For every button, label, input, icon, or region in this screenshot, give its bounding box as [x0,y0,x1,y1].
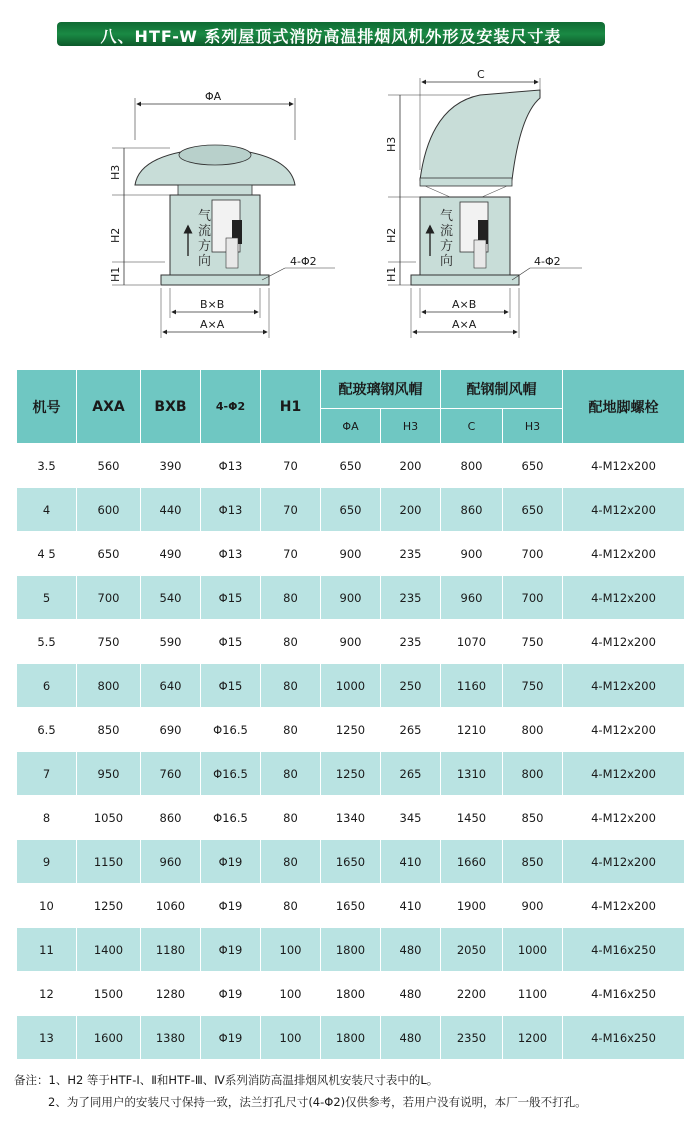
table-cell: 900 [321,576,381,620]
table-row [17,664,685,708]
table-cell: 70 [261,488,321,532]
right-dim-h1: H1 [385,266,398,282]
table-cell: 345 [381,796,441,840]
table-cell: 860 [141,796,201,840]
table-cell: 5 [17,576,77,620]
table-cell: 4-M12x200 [563,752,685,796]
table-cell: Φ19 [201,972,261,1016]
table-cell: 1250 [321,752,381,796]
table-cell: 4-M16x250 [563,1016,685,1060]
table-cell: 1600 [77,1016,141,1060]
table-cell: 650 [77,532,141,576]
table-cell: 9 [17,840,77,884]
table-cell: 80 [261,796,321,840]
table-cell: 2050 [441,928,503,972]
table-cell: 4-M12x200 [563,708,685,752]
table-cell: 250 [381,664,441,708]
table-row [17,708,685,752]
table-cell: 650 [503,444,563,488]
table-cell: 590 [141,620,201,664]
header-frp-a: ΦA [321,409,381,444]
table-cell: Φ15 [201,664,261,708]
header-bxb: BXB [141,370,201,444]
table-row [17,444,685,488]
table-cell: 265 [381,708,441,752]
table-cell: 5.5 [17,620,77,664]
table-cell: Φ19 [201,884,261,928]
table-cell: 850 [503,840,563,884]
table-cell: Φ13 [201,532,261,576]
header-model: 机号 [17,370,77,444]
table-cell: 900 [503,884,563,928]
table-cell: 4-M12x200 [563,840,685,884]
table-cell: 265 [381,752,441,796]
table-cell: 960 [441,576,503,620]
table-cell: 540 [141,576,201,620]
header-bolts: 配地脚螺栓 [563,370,685,444]
table-cell: 1800 [321,1016,381,1060]
table-cell: 1250 [321,708,381,752]
table-cell: 1450 [441,796,503,840]
table-row [17,576,685,620]
table-cell: Φ15 [201,576,261,620]
spec-table [16,369,685,1060]
table-cell: 1000 [321,664,381,708]
table-cell: 4-M12x200 [563,620,685,664]
right-flow-char-3: 方 [440,239,454,254]
table-cell: 1800 [321,928,381,972]
header-frp-h3: H3 [381,409,441,444]
table-cell: 1180 [141,928,201,972]
table-cell: 200 [381,488,441,532]
right-dim-axa: A×A [452,318,477,331]
table-cell: 235 [381,532,441,576]
right-fan-flange [411,275,519,285]
table-cell: 1650 [321,884,381,928]
right-flow-char-2: 流 [440,224,454,239]
table-cell: 1500 [77,972,141,1016]
left-dim-bxb: B×B [200,298,225,311]
page-title: 八、HTF-W 系列屋顶式消防高温排烟风机外形及安装尺寸表 [100,27,562,46]
table-cell: 1650 [321,840,381,884]
header-frp-group: 配玻璃钢风帽 [321,370,441,409]
table-cell: 1310 [441,752,503,796]
right-dim-h3: H3 [385,136,398,152]
table-cell: 650 [321,488,381,532]
table-cell: 80 [261,664,321,708]
notes [14,1069,694,1113]
left-dim-h2: H2 [109,227,122,243]
table-row [17,972,685,1016]
left-flow-char-1: 气 [198,209,212,224]
table-row [17,840,685,884]
table-cell: 860 [441,488,503,532]
table-cell: 850 [503,796,563,840]
table-cell: 690 [141,708,201,752]
table-cell: Φ19 [201,928,261,972]
table-cell: 1050 [77,796,141,840]
table-cell: 200 [381,444,441,488]
left-flow-char-4: 向 [198,254,212,269]
table-cell: 440 [141,488,201,532]
table-cell: 100 [261,972,321,1016]
table-cell: 1380 [141,1016,201,1060]
table-row [17,1016,685,1060]
dimension-drawings [0,60,700,360]
right-fan-drawing [385,68,582,338]
table-cell: 750 [503,620,563,664]
table-cell: 1250 [77,884,141,928]
table-cell: 7 [17,752,77,796]
table-row [17,928,685,972]
table-cell: Φ16.5 [201,752,261,796]
table-row [17,796,685,840]
table-cell: 4-M12x200 [563,444,685,488]
left-dim-diameter: ΦA [205,90,222,103]
table-cell: 1070 [441,620,503,664]
table-cell: 1000 [503,928,563,972]
table-cell: 1060 [141,884,201,928]
table-cell: 2200 [441,972,503,1016]
table-cell: 235 [381,620,441,664]
table-cell: 1210 [441,708,503,752]
right-fan-cap [420,90,540,180]
header-axa: AXA [77,370,141,444]
table-cell: Φ13 [201,488,261,532]
table-row [17,532,685,576]
left-fan-flange [161,275,269,285]
left-dim-h1: H1 [109,266,122,282]
left-dim-h3: H3 [109,164,122,180]
table-cell: 650 [321,444,381,488]
table-cell: 850 [77,708,141,752]
table-cell: 13 [17,1016,77,1060]
table-cell: 70 [261,444,321,488]
table-cell: 800 [441,444,503,488]
table-cell: 1150 [77,840,141,884]
table-cell: 600 [77,488,141,532]
right-dim-h2: H2 [385,227,398,243]
table-cell: 640 [141,664,201,708]
table-cell: 700 [503,576,563,620]
table-cell: 1200 [503,1016,563,1060]
table-cell: 1100 [503,972,563,1016]
table-row [17,884,685,928]
table-cell: 4-M12x200 [563,664,685,708]
table-cell: 900 [321,620,381,664]
table-cell: 3.5 [17,444,77,488]
table-row [17,488,685,532]
table-cell: 8 [17,796,77,840]
table-cell: 80 [261,884,321,928]
table-cell: 480 [381,928,441,972]
table-cell: 4-M12x200 [563,884,685,928]
right-dim-holes: 4-Φ2 [534,255,561,268]
table-cell: 11 [17,928,77,972]
table-cell: 900 [321,532,381,576]
table-cell: 750 [77,620,141,664]
table-cell: 760 [141,752,201,796]
table-cell: 1160 [441,664,503,708]
table-cell: 700 [77,576,141,620]
table-cell: 480 [381,1016,441,1060]
note-line-2: 2、为了同用户的安装尺寸保持一致，法兰打孔尺寸(4-Φ2)仅供参考，若用户没有说明，本厂一般不打孔。 [48,1095,587,1109]
table-cell: 4 5 [17,532,77,576]
table-cell: 750 [503,664,563,708]
table-cell: 480 [381,972,441,1016]
right-dim-axb: A×B [452,298,477,311]
table-cell: 80 [261,708,321,752]
header-h1: H1 [261,370,321,444]
table-cell: 1900 [441,884,503,928]
table-cell: 4-M12x200 [563,532,685,576]
table-cell: 4-M16x250 [563,972,685,1016]
table-cell: 6 [17,664,77,708]
table-cell: 80 [261,620,321,664]
table-cell: Φ19 [201,1016,261,1060]
table-cell: 70 [261,532,321,576]
table-cell: 4-M16x250 [563,928,685,972]
table-cell: 390 [141,444,201,488]
table-cell: Φ16.5 [201,796,261,840]
left-fan-drawing [109,90,335,338]
table-cell: 490 [141,532,201,576]
table-cell: 950 [77,752,141,796]
left-flow-char-3: 方 [198,239,212,254]
table-cell: 80 [261,576,321,620]
table-cell: 700 [503,532,563,576]
drawings-svg [0,60,700,360]
table-cell: 800 [503,708,563,752]
table-cell: 900 [441,532,503,576]
header-steel-h3: H3 [503,409,563,444]
table-cell: 100 [261,928,321,972]
table-cell: 2350 [441,1016,503,1060]
table-cell: 650 [503,488,563,532]
header-holes: 4-Φ2 [201,370,261,444]
table-cell: 1800 [321,972,381,1016]
table-row [17,752,685,796]
table-cell: 1400 [77,928,141,972]
table-cell: 100 [261,1016,321,1060]
table-cell: Φ15 [201,620,261,664]
table-cell: 1660 [441,840,503,884]
table-cell: 6.5 [17,708,77,752]
table-cell: 1280 [141,972,201,1016]
note-line-1: 备注：1、H2 等于HTF-Ⅰ、Ⅱ和HTF-Ⅲ、Ⅳ系列消防高温排烟风机安装尺寸表中的L。 [14,1073,439,1087]
table-cell: 4-M12x200 [563,576,685,620]
table-body [17,444,685,1060]
table-cell: 1340 [321,796,381,840]
table-cell: 12 [17,972,77,1016]
table-cell: 4 [17,488,77,532]
table-cell: 4-M12x200 [563,796,685,840]
table-cell: 4-M12x200 [563,488,685,532]
header-steel-group: 配钢制风帽 [441,370,563,409]
table-cell: 10 [17,884,77,928]
header-steel-c: C [441,409,503,444]
table-cell: Φ16.5 [201,708,261,752]
table-row [17,620,685,664]
title-bar [57,22,605,46]
table-cell: 800 [503,752,563,796]
table-cell: Φ19 [201,840,261,884]
right-flow-char-4: 向 [440,254,454,269]
table-cell: Φ13 [201,444,261,488]
table-cell: 800 [77,664,141,708]
table-cell: 80 [261,752,321,796]
left-dim-holes: 4-Φ2 [290,255,317,268]
left-dim-axa: A×A [200,318,225,331]
right-dim-c: C [477,68,485,81]
left-flow-char-2: 流 [198,224,212,239]
table-cell: 560 [77,444,141,488]
table-cell: 80 [261,840,321,884]
table-cell: 235 [381,576,441,620]
table-cell: 960 [141,840,201,884]
table-cell: 410 [381,884,441,928]
table-cell: 410 [381,840,441,884]
right-flow-char-1: 气 [440,209,454,224]
